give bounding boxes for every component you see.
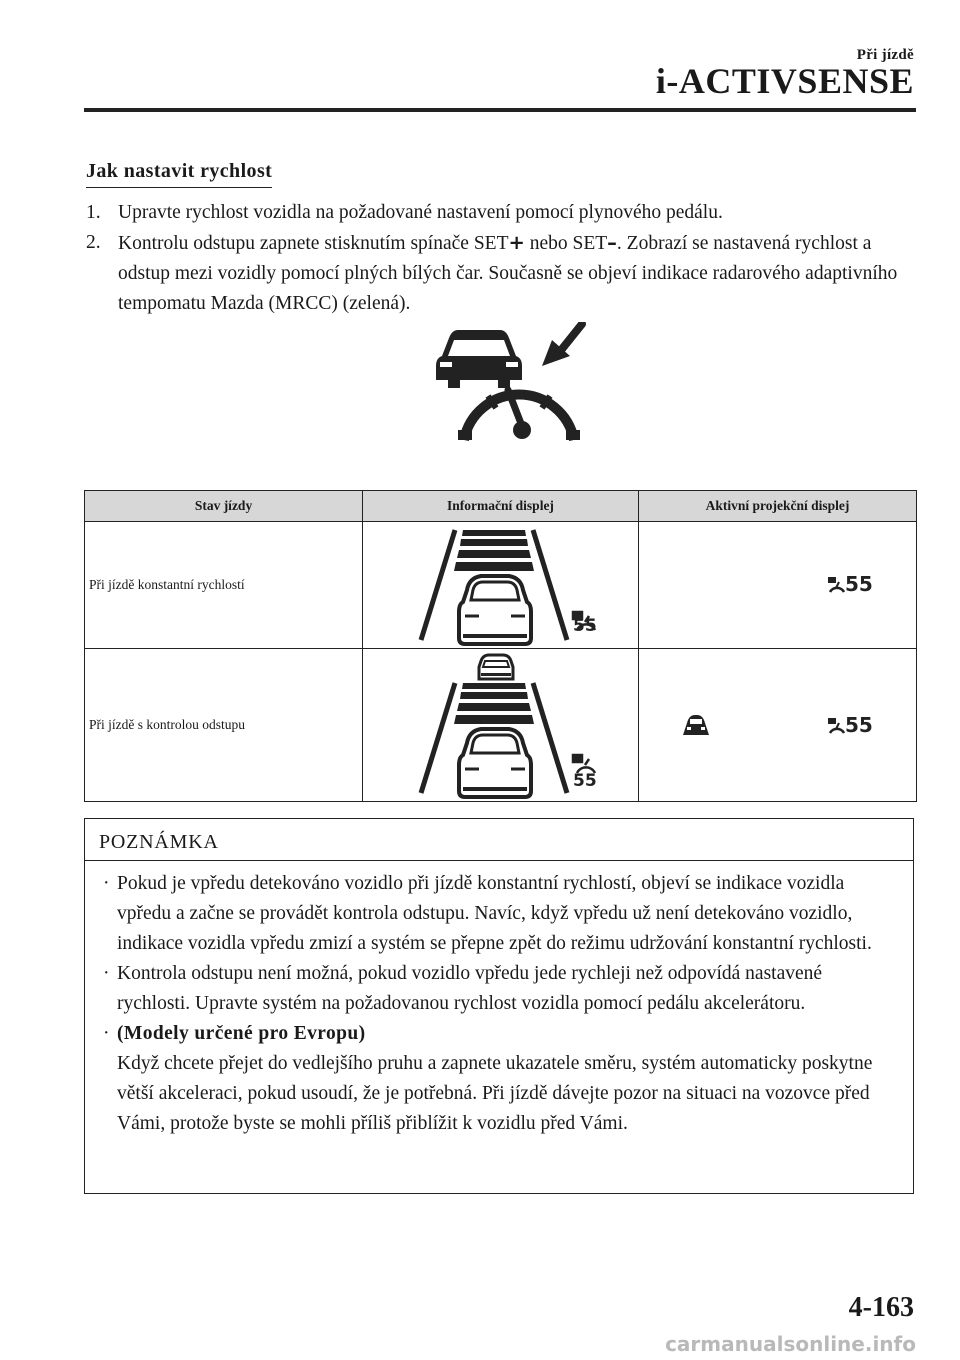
plus-icon: + [508,231,525,254]
info-display-distance-icon [363,649,639,801]
table-row [85,649,917,802]
cruise-speed-icon [827,717,847,735]
note-text: Kontrola odstupu není možná, pokud vozidlo vpředu jede rychleji než odpovídá nastavené rychlosti. Upravte systém na požadovanou rychlost vozidla pomocí pedálu akcelerátoru. [117,963,823,1014]
section-label: Při jízdě [856,47,914,63]
note-item-heading: (Modely určené pro Evropu) [117,1023,366,1044]
step-text: Kontrolu odstupu zapnete stisknutím spínače SET+ nebo SET–. Zobrazí se nastavená rychlost a odstup mezi vozidly pomocí plných bílých čar. Současně se objeví indikace radarového adaptivního tempomatu Mazda (MRCC) (zelená). [118,231,898,314]
watermark: carmanualsonline.info [665,1332,916,1356]
hud-speed-value: 55 [845,713,873,737]
bullet-dot: · [103,963,110,984]
info-display-cell [363,649,639,802]
note-item [99,959,899,1019]
info-display-cell [363,522,639,649]
step-item [86,198,916,228]
set-speed-value: 55 [573,616,597,636]
step-text: Upravte rychlost vozidla na požadované nastavení pomocí plynového pedálu. [118,202,723,223]
column-header: Aktivní projekční displej [639,491,917,522]
hud-cell [639,649,917,802]
hud-speed-value: 55 [845,572,873,596]
step-item [86,228,916,319]
cruise-speed-icon [827,576,847,594]
display-table [84,490,917,802]
header-rule [84,108,916,112]
driving-state-cell: Při jízdě konstantní rychlostí [85,522,363,649]
step-number: 2. [86,232,101,253]
note-body [99,869,899,1139]
note-divider [85,860,913,861]
minus-icon: – [607,231,617,254]
chapter-title: i-ACTIVSENSE [655,61,914,101]
column-header: Stav jízdy [85,491,363,522]
mrcc-indicator-icon [430,322,590,450]
bullet-dot: · [103,1023,110,1044]
bullet-dot: · [103,873,110,894]
note-text: Pokud je vpředu detekováno vozidlo při jízdě konstantní rychlostí, objeví se indikace vozidla vpředu a začne se provádět kontrola odstupu. Navíc, když vpředu už není detekováno vozidlo, indikace vozidla vpředu zmizí a systém se přepne zpět do režimu udržování konstantní rychlosti. [117,873,872,954]
set-speed-value: 55 [573,771,597,791]
note-item [99,869,899,959]
step-number: 1. [86,202,101,223]
vehicle-ahead-icon [681,711,711,737]
hud-cell [639,522,917,649]
page-number: 4-163 [848,1292,914,1323]
note-box [84,818,914,1194]
subheading: Jak nastavit rychlost [86,160,272,188]
table-row [85,522,917,649]
steps-list [86,198,916,319]
note-text: Když chcete přejet do vedlejšího pruhu a zapnete ukazatele směru, systém automaticky poskytne větší akceleraci, pokud usoudí, že je potřebná. Při jízdě dávejte pozor na situaci na vozovce před Vámi, protože byste se mohli příliš přiblížit k vozidlu před Vámi. [117,1053,873,1134]
info-display-constant-icon [363,522,639,648]
column-header: Informační displej [363,491,639,522]
driving-state-cell: Při jízdě s kontrolou odstupu [85,649,363,802]
note-item [99,1019,899,1139]
note-title: POZNÁMKA [99,831,219,853]
